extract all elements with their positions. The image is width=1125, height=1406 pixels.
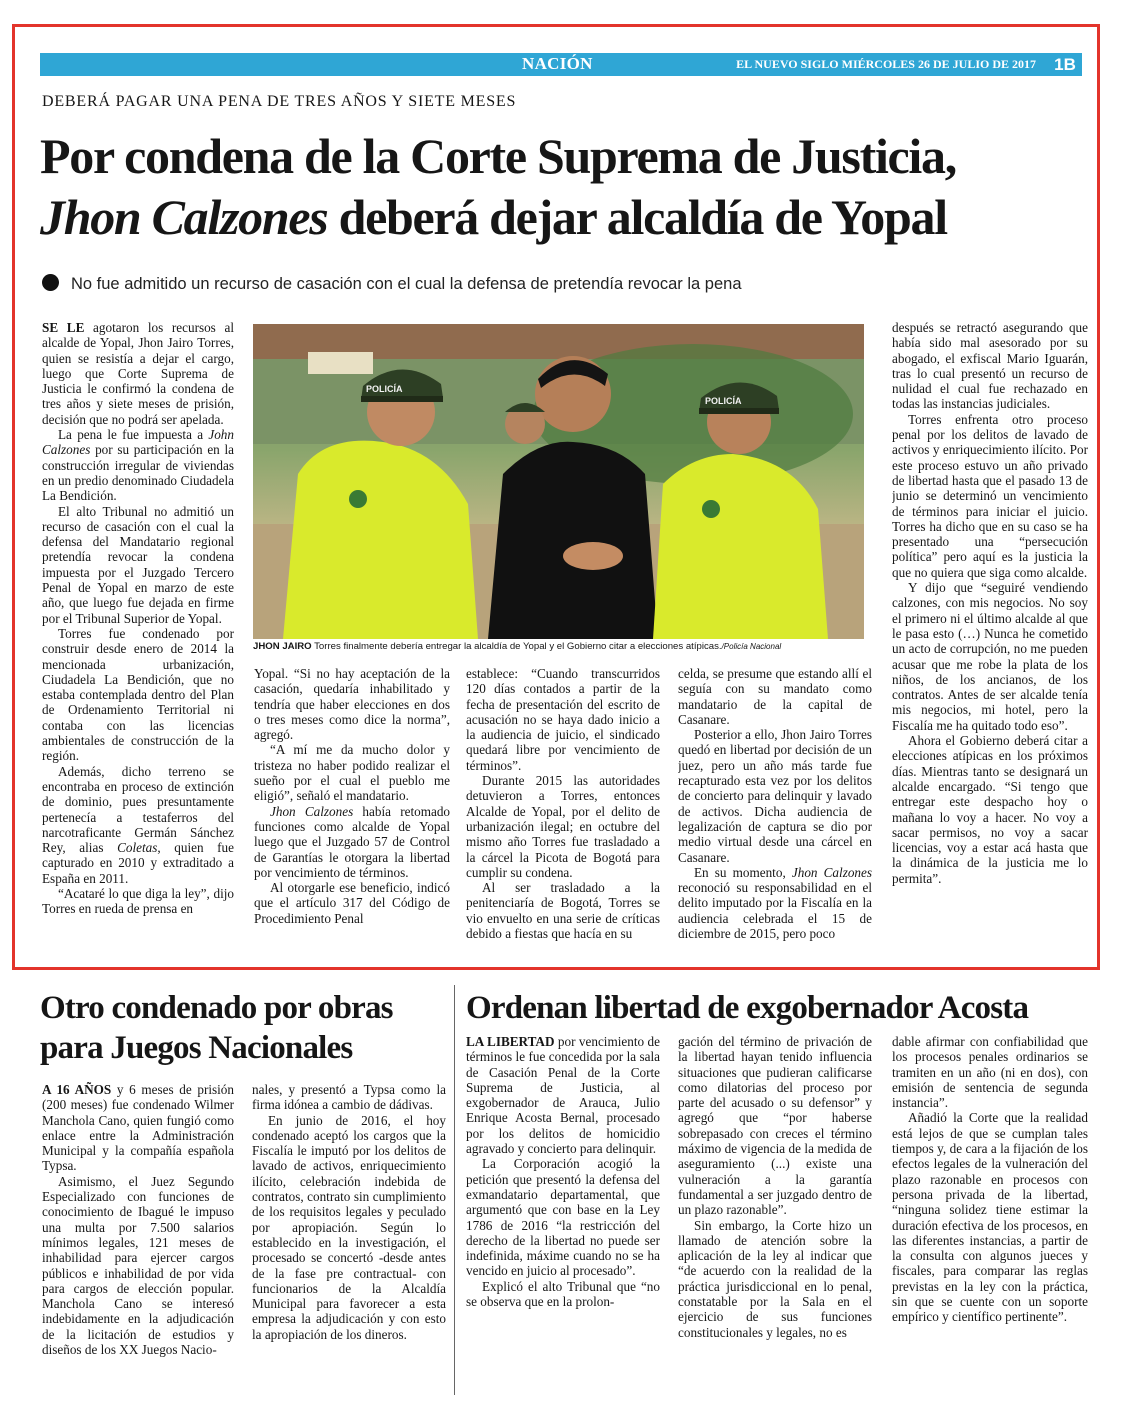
paragraph: Asimismo, el Juez Segundo Especializado con funciones de conocimiento de Ibagué le impuso una multa por 7.500 salarios mínimos legales, 121 meses de inhabilidad para ejercer cargos públicos e inhabilidad de por vida para cargos de elección popular. Manchola Cano se interesó indebidamente en la adjudicación de la licitación de estudios y diseños de los XX Juegos Nacio-	[42, 1173, 234, 1358]
paragraph: “A mí me da mucho dolor y tristeza no haber podido realizar el sueño por el cual el pueblo me eligió”, señaló el mandatario.	[254, 742, 450, 804]
story2-headline: Otro condenado por obras para Juegos Nacionales	[40, 990, 393, 1066]
paragraph: Y dijo que “seguiré vendiendo calzones, con mis negocios. No soy el primero ni el último alcalde al que le pasa esto (…) Nunca he cometido un acto de corrupción, no me pueden acusar que me robe la plata de los niños, de los ancianos, de los contratos. Antes de ser alcalde tenía mis negocios, mi hotel, pero la Fiscalía me ha quitado todo eso”.	[892, 580, 1088, 733]
photo-caption	[253, 641, 873, 652]
paragraph: La Corporación acogió la petición que presentó la defensa del exmandatario departamental, que argumentó que con base en la Ley 1786 de 2016 “la restricción del derecho de la libertad no puede ser indefinida, máxime cuando no se ha vencido en juicio al procesado”.	[466, 1156, 660, 1279]
news-photo	[253, 324, 864, 639]
paragraph: Jhon Calzones había retomado funciones como alcalde de Yopal luego que el Juzgado 57 de Control de Garantías le otorgara la libertad por vencimiento de términos.	[254, 803, 450, 880]
paragraph: nales, y presentó a Typsa como la firma idónea a cambio de dádivas.	[252, 1082, 446, 1113]
page-number: 1B	[1054, 55, 1076, 74]
paragraph: A 16 AÑOS y 6 meses de prisión (200 meses) fue condenado Wilmer Manchola Cano, quien fungió como enlace entre la Administración Municipal y la compañía española Typsa.	[42, 1082, 234, 1174]
story3-col-2	[678, 1034, 872, 1398]
paragraph: En su momento, Jhon Calzones reconoció su responsabilidad en el delito imputado por la Fiscalía en la audiencia celebrada el 15 de diciembre de 2015, pero poco	[678, 864, 872, 942]
paragraph: gación del término de privación de la libertad hayan tenido influencia situaciones que pudieran calificarse como dilatorias del proceso por parte del acusado o su defensor” y agregó que “por haberse sobrepasado con creces el término máximo de vigencia de la medida de aseguramiento (...) existe una vulneración a la garantía fundamental a ser juzgado dentro de un plazo razonable”.	[678, 1034, 872, 1218]
paragraph: Durante 2015 las autoridades detuvieron a Torres, entonces Alcalde de Yopal, por el delito de urbanización ilegal; en octubre del mismo año Torres fue trasladado a la cárcel la Picota de Bogotá para cumplir su condena.	[466, 773, 660, 880]
main-col-2	[254, 666, 450, 954]
paragraph: La pena le fue impuesta a John Calzones por su participación en la construcción irregular de viviendas en un predio denominado Ciudadela La Bendición.	[42, 427, 234, 504]
main-col-3	[466, 666, 660, 954]
paragraph: Añadió la Corte que la realidad está lejos de que se cumplan tales tiempos y, de cara a la fijación de los efectos legales de la vulneración del plazo razonable en procesos con persona privada de la libertad, “ninguna solidez tiene estimar la duración efectiva de los procesos, en las diferentes instancias, a partir de la consulta con algunos jueces y fiscales, para comparar las reglas previstas en la ley con la práctica, sin que se cuente con un soporte empírico y científico pertinente”.	[892, 1110, 1088, 1325]
lead-in: A 16 AÑOS	[42, 1082, 112, 1097]
paragraph: Yopal. “Si no hay aceptación de la casación, quedaría inhabilitado y tendría que haber elecciones en dos o tres meses como dice la norma”, agregó.	[254, 666, 450, 743]
section-bar	[40, 53, 1082, 76]
main-col-4	[678, 666, 872, 954]
lead-in: LA LIBERTAD	[466, 1034, 555, 1049]
headline-line-1: Por condena de la Corte Suprema de Justicia,	[40, 128, 956, 184]
subhead-text: No fue admitido un recurso de casación con el cual la defensa de pretendía revocar la pena	[71, 275, 742, 293]
paragraph: SE LE agotaron los recursos al alcalde de Yopal, Jhon Jairo Torres, quien se resistía a dejar el cargo, luego que Corte Suprema de Justicia le confirmó la condena de tres años y siete meses de prisión, decisión que no podrá ser apelada.	[42, 320, 234, 427]
main-headline	[40, 126, 1090, 248]
lead-in: SE LE	[42, 320, 85, 335]
caption-name: JHON JAIRO	[253, 641, 312, 652]
story3-headline: Ordenan libertad de exgobernador Acosta	[466, 990, 1029, 1026]
paragraph: celda, se presume que estando allí el seguía con su mandato como mandatario de la capital de Casanare.	[678, 666, 872, 727]
main-col-5	[892, 320, 1088, 954]
paragraph: Al ser trasladado a la penitenciaría de Bogotá, Torres se vio envuelto en una serie de críticas debido a fiestas que hacía en su	[466, 880, 660, 942]
paragraph: En junio de 2016, el hoy condenado aceptó los cargos que la Fiscalía le imputó por los delitos de lavado de activos, enriquecimiento ilícito, celebración indebida de contratos, contrato sin cumplimiento de los requisitos legales y peculado por apropiación. Según lo establecido en la investigación, el procesado se concertó -desde antes de la fase pre contractual- con funcionarios de la Alcaldía Municipal para favorecer a esta empresa la adjudicación y con esto la apropiación de los dineros.	[252, 1112, 446, 1342]
column-divider	[454, 985, 455, 1395]
paragraph: LA LIBERTAD por vencimiento de términos le fue concedida por la sala de Casación Penal de la Corte Suprema de Justicia, al exgobernador de Arauca, Julio Enrique Acosta Bernal, procesado por los delitos de homicidio agravado y concierto para delinquir.	[466, 1034, 660, 1157]
story3-col-3	[892, 1034, 1088, 1398]
main-subhead	[42, 274, 742, 294]
paragraph: Explicó el alto Tribunal que “no se observa que en la prolon-	[466, 1278, 660, 1310]
paragraph: Además, dicho terreno se encontraba en proceso de extinción de dominio, pues presuntamente pertenecía a testaferros del narcotraficante Germán Sánchez Rey, alias Coletas, quien fue capturado en 2010 y extraditado a España en 2011.	[42, 763, 234, 886]
story3-col-1	[466, 1034, 660, 1398]
paragraph: Torres fue condenado por construir desde enero de 2014 la mencionada urbanización, Ciudadela La Bendición, que no estaba contemplada dentro del Plan de Ordenamiento Territorial ni contaba con las licencias ambientales de construcción de la región.	[42, 625, 234, 764]
paragraph: Torres enfrenta otro proceso penal por los delitos de lavado de activos y enriquecimiento ilícito. Por este proceso estuvo un año privado de libertad hasta que el pasado 13 de junio se determinó un vencimiento de términos para iniciar el juicio. Torres ha dicho que en su caso se ha presentado una “persecución política” pero aquí es la justicia la que no quiera que siga como alcalde.	[892, 411, 1088, 580]
paragraph: El alto Tribunal no admitió un recurso de casación con el cual la defensa del Mandatario regional pretendía revocar la condena impuesta por el Juzgado Tercero Penal de Yopal en marzo de este año, que luego fue dejada en firme por el Tribunal Superior de Yopal.	[42, 503, 234, 626]
paragraph: dable afirmar con confiabilidad que los procesos penales ordinarios se tramiten en un año (ni en dos), con emisión de sentencia de segunda instancia”.	[892, 1034, 1088, 1111]
caption-text: Torres finalmente debería entregar la alcaldía de Yopal y el Gobierno citar a elecciones atípicas.	[311, 641, 722, 652]
section-name: NACIÓN	[522, 54, 593, 73]
main-col-1	[42, 320, 234, 952]
story2-col-2	[252, 1082, 446, 1398]
cap-badge-right: POLICÍA	[705, 396, 742, 406]
issue-date: EL NUEVO SIGLO MIÉRCOLES 26 DE JULIO DE 2017	[736, 57, 1036, 71]
paragraph: Posterior a ello, Jhon Jairo Torres quedó en libertad por decisión de un juez, pero un año más tarde fue recapturado esta vez por los delitos de concierto para delinquir y lavado de activos. Dicha audiencia de legalización de captura se dio por medio virtual desde una cárcel en Casanare.	[678, 727, 872, 865]
paragraph: Ahora el Gobierno deberá citar a elecciones atípicas en los próximos días. Mientras tanto se designará un alcalde encargado. “Si tengo que entregar este despacho hoy o mañana lo voy a hacer. No voy a sacar permisos, no voy a sacar licencias, voy a estar acá hasta que la dinámica de la justicia me lo permita”.	[892, 733, 1088, 886]
main-kicker: DEBERÁ PAGAR UNA PENA DE TRES AÑOS Y SIETE MESES	[42, 93, 517, 110]
paragraph: Al otorgarle ese beneficio, indicó que el artículo 317 del Código de Procedimiento Penal	[254, 880, 450, 926]
paragraph: Sin embargo, la Corte hizo un llamado de atención sobre la aplicación de la ley al indicar que “de acuerdo con la realidad de la práctica jurisdiccional en lo penal, constatable por la Sala en el ejercicio de sus funciones constitucionales y legales, no es	[678, 1217, 872, 1340]
headline-line-2-rest: deberá dejar alcaldía de Yopal	[327, 189, 947, 245]
paragraph: establece: “Cuando transcurridos 120 días contados a partir de la fecha de presentación del escrito de acusación no se haya dado inicio a la audiencia de juicio, el sindicado quedará libre por vencimiento de términos”.	[466, 666, 660, 773]
headline-nickname: Jhon Calzones	[40, 189, 328, 245]
paragraph: después se retractó asegurando que había sido mal asesorado por su abogado, el exfiscal Mario Iguarán, tras lo cual presentó un recurso de nulidad el cual fue rechazado en todas las instancias judiciales.	[892, 320, 1088, 412]
photo-credit: /Policía Nacional	[721, 642, 782, 651]
bullet-icon	[42, 274, 59, 291]
headline-line-2	[40, 187, 1090, 248]
story2-col-1	[42, 1082, 234, 1398]
paragraph: “Acataré lo que diga la ley”, dijo Torres en rueda de prensa en	[42, 885, 234, 917]
cap-badge-left: POLICÍA	[366, 384, 403, 394]
